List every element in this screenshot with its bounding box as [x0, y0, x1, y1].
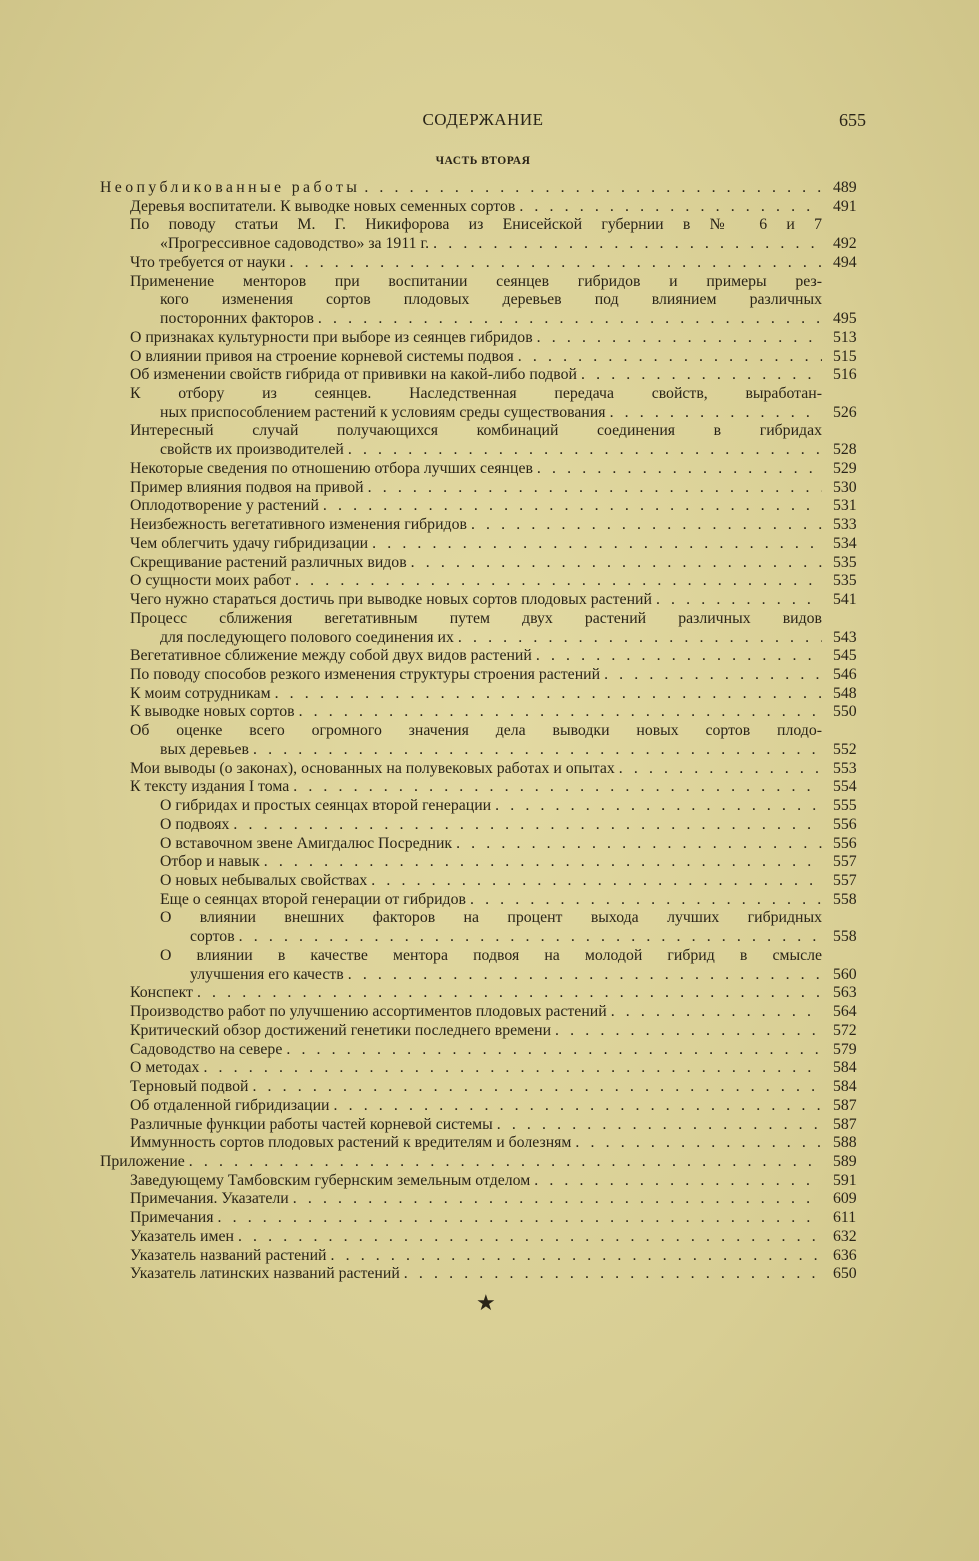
toc-entry-text: свойств их производителей	[160, 441, 344, 459]
toc-line	[0, 1115, 979, 1134]
toc-entry-text: Чем облегчить удачу гибридизации	[130, 534, 369, 552]
leader-dots	[249, 740, 822, 759]
toc-entry-title	[160, 403, 822, 422]
toc-page-number: 556	[833, 834, 857, 852]
toc-entry-text: О подвоях	[160, 815, 230, 833]
toc-entry-text: Критический обзор достижений генетики последнего времени	[130, 1021, 552, 1039]
toc-entry-title	[160, 309, 822, 328]
toc-line	[0, 777, 979, 796]
toc-entry-title	[130, 777, 822, 796]
toc-line	[0, 1133, 979, 1152]
toc-line	[0, 1189, 979, 1208]
toc-line	[0, 515, 979, 534]
leader-dots	[571, 1133, 822, 1152]
toc-page-number: 543	[833, 628, 857, 646]
toc-page-number: 589	[833, 1152, 857, 1170]
toc-entry-text: ных приспособлением растений к условиям среды существования	[160, 403, 606, 421]
toc-page-number: 588	[833, 1134, 857, 1152]
toc-line	[0, 253, 979, 272]
toc-entry-title	[130, 1096, 822, 1115]
leader-dots	[289, 1189, 822, 1208]
toc-line	[0, 721, 979, 740]
toc-entry-title	[130, 1133, 822, 1152]
toc-entry-title	[130, 1058, 822, 1077]
star-ornament: ★	[476, 1290, 496, 1315]
page-number: 655	[839, 110, 866, 130]
toc-entry-title	[130, 496, 822, 515]
toc-entry-title	[130, 1002, 822, 1021]
toc-entry-title	[130, 1246, 822, 1265]
leader-dots	[607, 1002, 822, 1021]
toc-page-number: 533	[833, 516, 857, 534]
toc-entry-text: О влиянии привоя на строение корневой системы подвоя	[130, 347, 514, 365]
toc-line	[0, 852, 979, 871]
leader-dots	[360, 178, 822, 197]
toc-entry-text: Деревья воспитатели. К выводке новых семенных сортов	[130, 197, 516, 215]
toc-entry-title	[130, 1208, 822, 1227]
toc-entry-text: Указатель латинских названий растений	[130, 1265, 400, 1283]
leader-dots	[364, 478, 822, 497]
toc-entry-text: Интересный случай получающихся комбинаций соединения в гибридах	[130, 422, 822, 440]
toc-page-number: 548	[833, 684, 857, 702]
leader-dots	[185, 1152, 822, 1171]
toc-entry-text: Вегетативное сближение между собой двух видов растений	[130, 647, 532, 665]
toc-entry-title	[160, 852, 822, 871]
toc-entry-title	[190, 965, 822, 984]
toc-entry-text: Заведующему Тамбовским губернским земельным отделом	[130, 1171, 531, 1189]
leader-dots	[493, 1115, 822, 1134]
toc-entry-text: По поводу способов резкого изменения структуры строения растений	[130, 665, 601, 683]
leader-dots	[319, 496, 822, 515]
toc-entry-text: Примечания. Указатели	[130, 1190, 289, 1208]
toc-entry-title	[130, 478, 822, 497]
toc-entry-text: Указатель названий растений	[130, 1246, 327, 1264]
part-title: ЧАСТЬ ВТОРАЯ	[435, 155, 531, 167]
leader-dots	[367, 871, 822, 890]
toc-line	[0, 403, 979, 422]
toc-page-number: 560	[833, 965, 857, 983]
toc-entry-title	[130, 253, 822, 272]
toc-entry-text: К моим сотрудникам	[130, 684, 271, 702]
toc-line	[0, 478, 979, 497]
leader-dots	[429, 234, 822, 253]
toc-line	[0, 571, 979, 590]
toc-line	[0, 197, 979, 216]
toc-entry-title	[160, 871, 822, 890]
toc-entry-text: О методах	[130, 1059, 200, 1077]
toc-entry-text: Неопубликованные работы	[100, 179, 361, 196]
toc-page-number: 563	[833, 984, 857, 1002]
leader-dots	[199, 1058, 822, 1077]
toc-line	[0, 1058, 979, 1077]
toc-entry-title	[130, 983, 822, 1002]
toc-entry-text: улучшения его качеств	[190, 965, 344, 983]
toc-entry-title	[160, 440, 822, 459]
toc-entry-text: Садоводство на севере	[130, 1040, 283, 1058]
toc-entry-text: О сущности моих работ	[130, 572, 292, 590]
toc-line	[0, 609, 979, 628]
toc-entry-title	[160, 740, 822, 759]
leader-dots	[652, 590, 822, 609]
leader-dots	[491, 796, 822, 815]
toc-entry-title	[130, 1077, 822, 1096]
toc-line	[0, 740, 979, 759]
toc-page-number: 636	[833, 1246, 857, 1264]
toc-entry-text: Неизбежность вегетативного изменения гибридов	[130, 516, 467, 534]
leader-dots	[327, 1246, 822, 1265]
toc-entry-title	[130, 365, 822, 384]
toc-page-number: 516	[833, 366, 857, 384]
toc-line	[0, 1040, 979, 1059]
toc-entry-title	[160, 234, 822, 253]
toc-line	[0, 834, 979, 853]
toc-line	[0, 347, 979, 366]
toc-page-number: 515	[833, 347, 857, 365]
leader-dots	[330, 1096, 823, 1115]
toc-line	[0, 871, 979, 890]
toc-entry-title	[130, 646, 822, 665]
leader-dots	[515, 197, 822, 216]
toc-line	[0, 590, 979, 609]
toc-line	[0, 796, 979, 815]
toc-entry-title	[100, 178, 822, 197]
toc-page-number: 555	[833, 797, 857, 815]
toc-entry-title	[100, 1152, 822, 1171]
toc-line	[0, 421, 979, 440]
toc-page-number: 534	[833, 534, 857, 552]
toc-line	[0, 1246, 979, 1265]
toc-entry-text: Об оценке всего огромного значения дела выводки новых сортов плодо-	[130, 722, 822, 740]
toc-line	[0, 927, 979, 946]
toc-line	[0, 459, 979, 478]
toc-entry-title	[130, 1227, 822, 1246]
toc-line	[0, 1077, 979, 1096]
leader-dots	[234, 1227, 822, 1246]
leader-dots	[551, 1021, 822, 1040]
leader-dots	[295, 702, 822, 721]
leader-dots	[533, 328, 822, 347]
toc-entry-text: Об изменении свойств гибрида от прививки на какой-либо подвой	[130, 366, 578, 384]
toc-entry-text: Еще о сеянцах второй генерации от гибридов	[160, 890, 466, 908]
toc-line	[0, 702, 979, 721]
toc-page-number: 529	[833, 459, 857, 477]
toc-page-number: 557	[833, 872, 857, 889]
toc-entry-text: К отбору из сеянцев. Наследственная передача свойств, выработан-	[130, 385, 822, 403]
leader-dots	[282, 1040, 822, 1059]
toc-page-number: 579	[833, 1040, 857, 1058]
toc-page-number: 492	[833, 235, 857, 253]
toc-page-number: 541	[833, 591, 857, 609]
toc-line	[0, 965, 979, 984]
toc-page-number: 530	[833, 478, 857, 496]
toc-page-number: 494	[833, 253, 857, 271]
toc-page-number: 572	[833, 1021, 857, 1039]
leader-dots	[229, 815, 822, 834]
leader-dots	[467, 515, 822, 534]
toc-entry-title	[130, 571, 822, 590]
toc-page-number: 611	[833, 1209, 857, 1227]
toc-page-number: 552	[833, 740, 857, 758]
toc-entry-text: Некоторые сведения по отношению отбора лучших сеянцев	[130, 459, 533, 477]
toc-entry-title	[130, 684, 822, 703]
toc-entry-title	[130, 1264, 822, 1283]
toc-line	[0, 309, 979, 328]
toc-line	[0, 234, 979, 253]
toc-page-number: 513	[833, 328, 857, 346]
leader-dots	[514, 347, 822, 366]
toc-entry-text: Приложение	[100, 1152, 185, 1170]
toc-line	[0, 384, 979, 403]
leader-dots	[606, 403, 822, 422]
toc-entry-title	[130, 347, 822, 366]
toc-page-number: 609	[833, 1190, 857, 1208]
leader-dots	[533, 459, 822, 478]
toc-entry-title	[130, 553, 822, 572]
leader-dots	[248, 1077, 822, 1096]
leader-dots	[193, 983, 822, 1002]
leader-dots	[452, 834, 822, 853]
toc-entry-text: «Прогрессивное садоводство» за 1911 г.	[160, 235, 430, 253]
toc-entry-title	[130, 515, 822, 534]
toc-line	[0, 890, 979, 909]
toc-entry-title	[130, 1021, 822, 1040]
toc-entry-text: О новых небывалых свойствах	[160, 872, 368, 889]
toc-entry-title	[130, 534, 822, 553]
toc-entry-text: Примечания	[130, 1209, 214, 1227]
leader-dots	[314, 309, 822, 328]
toc-entry-text: Пример влияния подвоя на привой	[130, 478, 364, 496]
leader-dots	[291, 571, 822, 590]
toc-entry-text: Конспект	[130, 984, 193, 1002]
toc-page-number: 558	[833, 928, 857, 946]
toc-line	[0, 946, 979, 965]
toc-entry-title	[130, 759, 822, 778]
toc-entry-text: По поводу статьи М. Г. Никифорова из Енисейской губернии в № 6 и 7	[130, 216, 822, 234]
toc-entry-title	[160, 890, 822, 909]
toc-entry-text: Оплодотворение у растений	[130, 497, 319, 515]
toc-page-number: 531	[833, 497, 857, 515]
toc-page-number: 632	[833, 1227, 857, 1245]
toc-line	[0, 628, 979, 647]
toc-entry-text: сортов	[190, 928, 235, 946]
toc-entry-title	[130, 590, 822, 609]
toc-page-number: 558	[833, 890, 857, 908]
toc-page-number: 556	[833, 815, 857, 833]
toc-entry-text: Производство работ по улучшению ассортиментов плодовых растений	[130, 1003, 607, 1021]
leader-dots	[286, 253, 822, 272]
toc-entry-text: К тексту издания I тома	[130, 778, 290, 796]
toc-page-number: 564	[833, 1003, 857, 1021]
toc-line	[0, 290, 979, 309]
leader-dots	[532, 646, 822, 665]
toc-page-number: 550	[833, 703, 857, 721]
toc-entry-text: Различные функции работы частей корневой системы	[130, 1115, 493, 1133]
toc-entry-title	[130, 1040, 822, 1059]
toc-line	[0, 1021, 979, 1040]
leader-dots	[600, 665, 822, 684]
toc-entry-text: Что требуется от науки	[130, 253, 286, 271]
toc-line	[0, 1264, 979, 1283]
toc-line	[0, 646, 979, 665]
leader-dots	[466, 890, 822, 909]
toc-line	[0, 684, 979, 703]
toc-page-number: 489	[833, 179, 857, 196]
leader-dots	[289, 777, 822, 796]
toc-entry-text: Иммунность сортов плодовых растений к вредителям и болезням	[130, 1134, 572, 1152]
toc-line	[0, 440, 979, 459]
toc-entry-text: Процесс сближения вегетативным путем двух растений различных видов	[130, 609, 822, 627]
toc-line	[0, 908, 979, 927]
toc-page-number: 528	[833, 441, 857, 459]
toc-entry-title	[160, 815, 822, 834]
toc-entry-text: Об отдаленной гибридизации	[130, 1096, 330, 1114]
toc-entry-title	[130, 197, 822, 216]
toc-line	[0, 759, 979, 778]
toc-line	[0, 983, 979, 1002]
toc-entry-text: О вставочном звене Амигдалюс Посредник	[160, 834, 453, 852]
toc-entry-text: Чего нужно стараться достичь при выводке новых сортов плодовых растений	[130, 591, 652, 609]
toc-page-number: 491	[833, 197, 857, 215]
running-head	[100, 110, 866, 136]
leader-dots	[615, 759, 822, 778]
toc-entry-title	[190, 927, 822, 946]
toc-line	[0, 496, 979, 515]
toc-page-number: 546	[833, 665, 857, 683]
toc-line	[0, 1152, 979, 1171]
toc-page-number: 495	[833, 310, 857, 328]
toc-line	[0, 553, 979, 572]
leader-dots	[454, 628, 822, 647]
leader-dots	[577, 365, 822, 384]
toc-entry-title	[130, 1115, 822, 1134]
toc-entry-text: Терновый подвой	[130, 1078, 249, 1096]
toc-line	[0, 1208, 979, 1227]
toc-entry-text: О признаках культурности при выборе из сеянцев гибридов	[130, 328, 533, 346]
toc-line	[0, 1002, 979, 1021]
toc-line	[0, 534, 979, 553]
leader-dots	[344, 440, 822, 459]
toc-entry-text: посторонних факторов	[160, 310, 314, 328]
toc-page-number: 591	[833, 1171, 857, 1189]
toc-page-number: 554	[833, 778, 857, 796]
leader-dots	[260, 852, 822, 871]
toc-line	[0, 815, 979, 834]
toc-entry-title	[130, 328, 822, 347]
toc-page-number: 535	[833, 553, 857, 571]
toc-line	[0, 665, 979, 684]
toc-entry-text: Отбор и навык	[160, 853, 260, 871]
toc-line	[0, 1171, 979, 1190]
toc-line	[0, 178, 979, 197]
page-title: СОДЕРЖАНИЕ	[422, 110, 544, 129]
toc-page-number: 557	[833, 853, 857, 871]
leader-dots	[407, 553, 822, 572]
toc-line	[0, 215, 979, 234]
leader-dots	[530, 1171, 822, 1190]
toc-entry-text: Указатель имен	[130, 1227, 234, 1245]
toc-entry-title	[130, 1189, 822, 1208]
leader-dots	[214, 1208, 822, 1227]
leader-dots	[344, 965, 822, 984]
toc-entry-title	[130, 665, 822, 684]
toc-line	[0, 328, 979, 347]
leader-dots	[235, 927, 822, 946]
toc-entry-text: Скрещивание растений различных видов	[130, 553, 407, 571]
toc-entry-text: Мои выводы (о законах), основанных на полувековых работах и опытах	[130, 759, 615, 777]
toc-entry-text: О влиянии в качестве ментора подвоя на молодой гибрид в смысле	[160, 946, 822, 964]
toc-entry-text: О гибридах и простых сеянцах второй генерации	[160, 797, 492, 815]
toc-entry-text: О влиянии внешних факторов на процент выхода лучших гибридных	[160, 909, 822, 927]
toc-entry-title	[130, 1171, 822, 1190]
leader-dots	[271, 684, 822, 703]
toc-entry-text: К выводке новых сортов	[130, 703, 295, 721]
toc-line	[0, 365, 979, 384]
toc-line	[0, 1227, 979, 1246]
toc-line	[0, 1096, 979, 1115]
toc-entry-text: кого изменения сортов плодовых деревьев под влиянием различных	[160, 291, 822, 309]
leader-dots	[400, 1264, 822, 1283]
toc-entry-title	[160, 834, 822, 853]
toc-page-number: 545	[833, 647, 857, 665]
toc-page-number: 526	[833, 403, 857, 421]
toc-page-number: 535	[833, 572, 857, 590]
toc-page-number: 553	[833, 759, 857, 777]
toc-page-number: 584	[833, 1078, 857, 1096]
leader-dots	[368, 534, 822, 553]
toc-entry-title	[130, 459, 822, 478]
toc-entry-text: вых деревьев	[160, 740, 250, 758]
toc-entry-title	[160, 796, 822, 815]
toc-page-number: 650	[833, 1265, 857, 1283]
toc-page-number: 587	[833, 1115, 857, 1133]
toc-entry-title	[160, 628, 822, 647]
toc-page-number: 587	[833, 1096, 857, 1114]
toc-entry-text: для последующего полового соединения их	[160, 628, 454, 646]
toc-line	[0, 272, 979, 291]
toc-page-number: 584	[833, 1059, 857, 1077]
toc-entry-title	[130, 702, 822, 721]
toc-entry-text: Применение менторов при воспитании сеянцев гибридов и примеры рез-	[130, 272, 822, 290]
